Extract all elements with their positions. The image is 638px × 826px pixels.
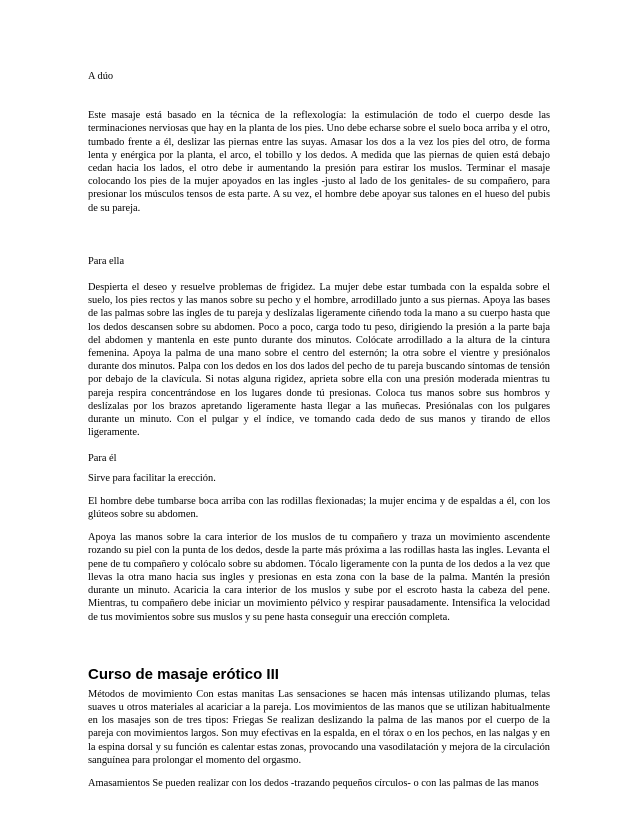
section-heading-curso-masaje: Curso de masaje erótico III: [88, 665, 279, 683]
section-title-para-el: Para él: [88, 453, 117, 465]
section-title-a-duo: A dúo: [88, 71, 114, 82]
paragraph-a-duo: Este masaje está basado en la técnica de la reflexología: la estimulación de todo el cuerpo desde las terminaciones nerviosas que hay en la planta de los pies. Uno debe echarse sobre el suelo boca arriba y el otro, tumbado frente a él, deslizar las piernas entre las suyas. Amasar los dos a la vez los pies del otro, de forma lenta y enérgica por la planta, el arco, el tobillo y los dedos. A medida que las piernas de quien está debajo cedan hacia los lados, el otro debe ir aumentando la presión para estirar los muslos. Terminar el masaje colocando los pies de la mujer apoyados en las ingles -justo al lado de los genitales- de su compañero, para presionar los músculos tensos de esta parte. A su vez, el hombre debe apoyar sus talones en el hueso del pubis de su pareja.: [88, 110, 550, 214]
paragraph-metodos-movimiento: Métodos de movimiento Con estas manitas Las sensaciones se hacen más intensas utilizando plumas, telas suaves u otros materiales al acariciar a la pareja. Los movimientos de las manos que se utilizan habitualmente en los masajes son de tres tipos: Friegas Se realizan deslizando la palma de las manos por el cuerpo de la pareja con movimientos largos. Son muy efectivas en la espalda, en el tórax o en los pechos, en las nalgas y en la espina dorsal y su función es calentar estas zonas, provocando una vasodilatación y mejora de la circulación sanguínea para prolongar el momento del orgasmo.: [88, 688, 550, 766]
paragraph-para-el-2: Apoya las manos sobre la cara interior de los muslos de tu compañero y traza un movimiento ascendente rozando su piel con la punta de los dedos, desde la parte más próxima a las rodillas hasta las ingles. Levanta el pene de tu compañero y colócalo sobre su abdomen. Tócalo ligeramente con la punta de los dedos a la vez que llevas la otra mano hacia sus ingles y presionas en esta zona con la base de la palma. Mantén la presión durante un minuto. Acaricia la cara interior de los muslos y sube por el escroto hasta la cabeza del pene. Mientras, tu compañero debe iniciar un movimiento pélvico y respirar pausadamente. Intensifica la velocidad de tus movimientos sobre sus muslos y su pene hasta conseguir una erección completa.: [88, 532, 550, 623]
paragraph-para-el-1: El hombre debe tumbarse boca arriba con las rodillas flexionadas; la mujer encima y de espaldas a él, con los glúteos sobre su abdomen.: [88, 495, 550, 521]
section-title-para-ella: Para ella: [88, 255, 125, 267]
paragraph-para-ella: Despierta el deseo y resuelve problemas de frigidez. La mujer debe estar tumbada con la espalda sobre el suelo, los pies rectos y las manos sobre su pecho y el hombre, arrodillado junto a sus piernas. Apoya las bases de las palmas sobre las ingles de tu pareja y deslízalas ligeramente ciñendo toda la mano a su cuerpo hasta que los dedos descansen sobre su abdomen. Poco a poco, carga todo tu peso, dirigiendo la presión a la parte baja del abdomen y mantenla en este punto durante dos minutos. Colócate arrodillado a la altura de la cintura femenina. Apoya la palma de una mano sobre el centro del esternón; la otra sobre el vientre y presiónalos durante dos minutos. Palpa con los dedos en los dos lados del pecho de tu pareja buscando síntomas de tensión por debajo de la clavícula. Si notas alguna rigidez, aprieta sobre ella con una presión moderada mientras tu pareja respira concentrándose en los lugares donde tú presionas. Coloca tus manos sobre sus hombros y deslízalas por los brazos apretando ligeramente hasta llegar a las muñecas. Presiónalas con los pulgares durante un minuto. Con el pulgar y el índice, ve tomando cada dedo de sus manos y tirando de ellos ligeramente.: [88, 282, 550, 439]
paragraph-amasamientos: Amasamientos Se pueden realizar con los dedos -trazando pequeños círculos- o con las palmas de las manos: [88, 777, 539, 789]
document-page: [88, 70, 550, 790]
paragraph-para-el-intro: Sirve para facilitar la erección.: [88, 472, 216, 484]
